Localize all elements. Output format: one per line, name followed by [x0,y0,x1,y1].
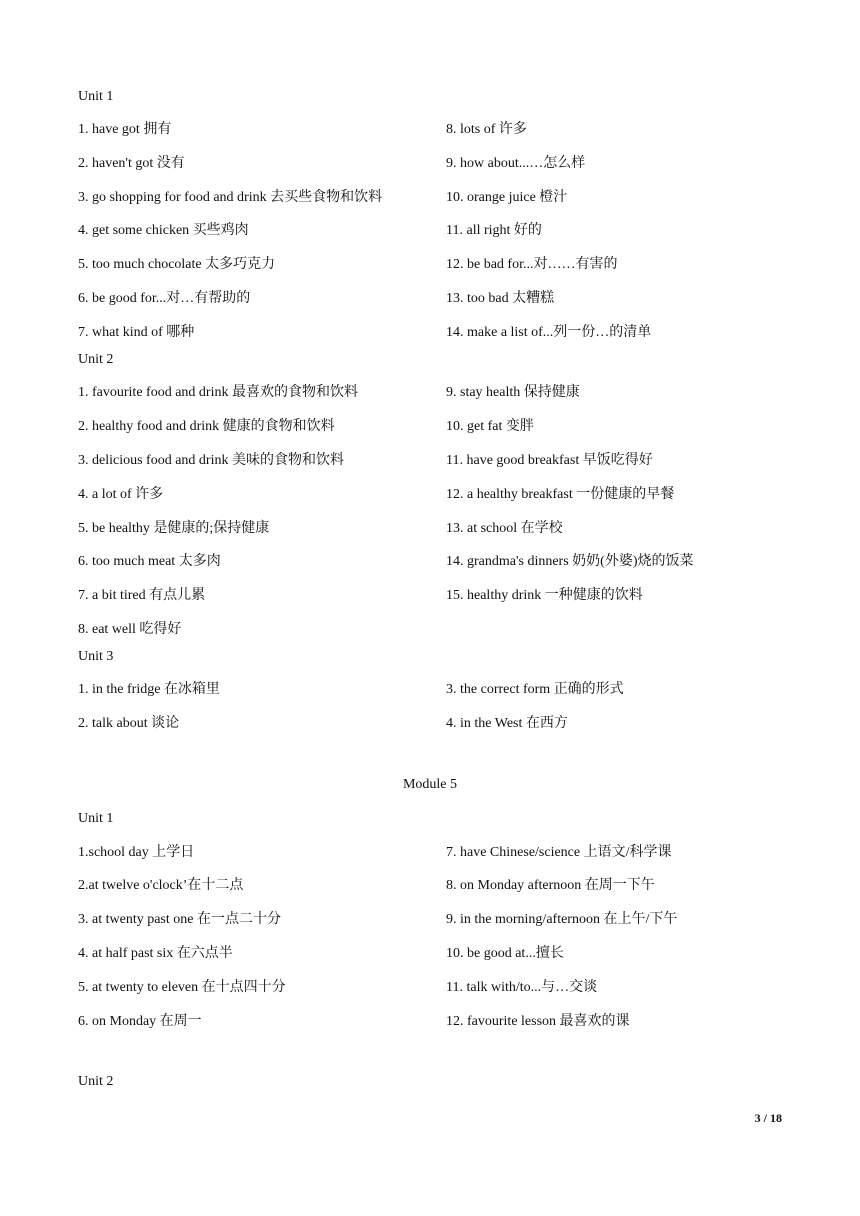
list-item: 1. have got 拥有 [78,122,172,137]
list-item: 3. go shopping for food and drink 去买些食物和饮料 [78,190,383,205]
list-item: 12. a healthy breakfast 一份健康的早餐 [446,487,675,502]
list-item: 2.at twelve o'clock’在十二点 [78,878,244,893]
list-item: 1.school day 上学日 [78,845,195,860]
section-heading-unit1: Unit 1 [78,89,114,104]
list-item: 9. in the morning/afternoon 在上午/下午 [446,912,678,927]
list-item: 11. all right 好的 [446,223,542,238]
list-item: 4. in the West 在西方 [446,716,568,731]
list-item: 4. get some chicken 买些鸡肉 [78,223,249,238]
list-item: 3. at twenty past one 在一点二十分 [78,912,281,927]
module-heading: Module 5 [402,777,458,792]
list-item: 12. favourite lesson 最喜欢的课 [446,1014,630,1029]
section-heading-unit3: Unit 3 [78,649,114,664]
list-item: 3. the correct form 正确的形式 [446,682,624,697]
list-item: 10. get fat 变胖 [446,419,534,434]
list-item: 5. be healthy 是健康的;保持健康 [78,521,270,536]
list-item: 2. haven't got 没有 [78,156,185,171]
list-item: 11. have good breakfast 早饭吃得好 [446,453,653,468]
list-item: 7. what kind of 哪种 [78,325,195,340]
list-item: 11. talk with/to...与…交谈 [446,980,598,995]
list-item: 5. too much chocolate 太多巧克力 [78,257,276,272]
list-item: 7. a bit tired 有点儿累 [78,588,206,603]
list-item: 7. have Chinese/science 上语文/科学课 [446,845,672,860]
list-item: 8. lots of 许多 [446,122,527,137]
list-item: 8. on Monday afternoon 在周一下午 [446,878,655,893]
list-item: 9. stay health 保持健康 [446,385,580,400]
list-item: 12. be bad for...对……有害的 [446,257,618,272]
section-heading-m5-unit1: Unit 1 [78,811,114,826]
list-item: 5. at twenty to eleven 在十点四十分 [78,980,286,995]
list-item: 14. make a list of...列一份…的清单 [446,325,652,340]
list-item: 14. grandma's dinners 奶奶(外婆)烧的饭菜 [446,554,694,569]
list-item: 9. how about...…怎么样 [446,156,586,171]
list-item: 6. too much meat 太多肉 [78,554,221,569]
list-item: 8. eat well 吃得好 [78,622,182,637]
page-number: 3 / 18 [754,1111,782,1125]
list-item: 1. favourite food and drink 最喜欢的食物和饮料 [78,385,358,400]
list-item: 10. orange juice 橙汁 [446,190,568,205]
list-item: 4. at half past six 在六点半 [78,946,233,961]
list-item: 6. on Monday 在周一 [78,1014,202,1029]
list-item: 2. healthy food and drink 健康的食物和饮料 [78,419,335,434]
list-item: 6. be good for...对…有帮助的 [78,291,251,306]
list-item: 2. talk about 谈论 [78,716,180,731]
list-item: 13. at school 在学校 [446,521,563,536]
list-item: 13. too bad 太糟糕 [446,291,555,306]
list-item: 4. a lot of 许多 [78,487,164,502]
list-item: 3. delicious food and drink 美味的食物和饮料 [78,453,344,468]
list-item: 10. be good at...擅长 [446,946,564,961]
section-heading-unit2: Unit 2 [78,352,114,367]
list-item: 1. in the fridge 在冰箱里 [78,682,220,697]
section-heading-m5-unit2: Unit 2 [78,1074,114,1089]
list-item: 15. healthy drink 一种健康的饮料 [446,588,643,603]
